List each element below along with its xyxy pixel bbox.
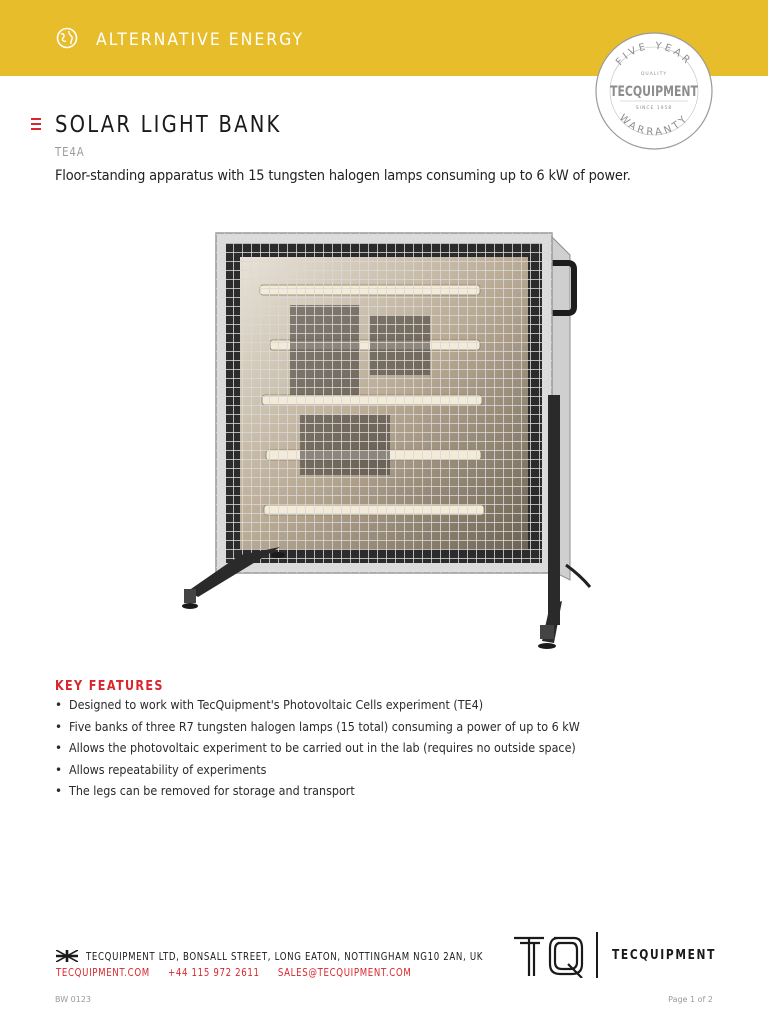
phone-link[interactable]: +44 115 972 2611: [168, 967, 260, 979]
page-number: Page 1 of 2: [668, 995, 713, 1004]
website-link[interactable]: TECQUIPMENT.COM: [56, 967, 150, 979]
list-item: • Designed to work with TecQuipment's Photovoltaic Cells experiment (TE4): [55, 698, 484, 712]
list-item: • Allows the photovoltaic experiment to be carried out in the lab (requires no outside space): [55, 741, 576, 755]
document-code: BW 0123: [55, 995, 92, 1004]
warranty-top-text: FIVE YEAR: [614, 40, 694, 68]
email-link[interactable]: SALES@TECQUIPMENT.COM: [277, 967, 412, 979]
brand-divider: [596, 932, 598, 978]
globe-icon: [56, 27, 78, 49]
page-title: SOLAR LIGHT BANK: [55, 112, 282, 138]
brand-name: TECQUIPMENT: [612, 948, 716, 963]
tq-logo-icon: [514, 934, 584, 978]
contact-links: [56, 967, 426, 979]
warranty-badge: [594, 31, 714, 151]
product-description: Floor-standing apparatus with 15 tungsten halogen lamps consuming up to 6 kW of power.: [55, 168, 631, 184]
warranty-bottom-text: WARRANTY: [616, 112, 692, 139]
section-title: ALTERNATIVE ENERGY: [96, 30, 305, 50]
warranty-brand: TECQUIPMENT: [610, 82, 698, 100]
key-features-list: [55, 698, 618, 806]
list-item: • Allows repeatability of experiments: [55, 762, 267, 777]
title-marker-icon: [31, 118, 41, 132]
address-text: TECQUIPMENT LTD, BONSALL STREET, LONG EATON, NOTTINGHAM NG10 2AN, UK: [86, 951, 484, 963]
company-address: [56, 950, 570, 963]
product-code: TE4A: [55, 145, 85, 159]
list-item: • The legs can be removed for storage and transport: [55, 784, 355, 798]
list-item: • Five banks of three R7 tungsten halogen lamps (15 total) consuming a power of up to 6 kW: [55, 719, 580, 734]
warranty-since: SINCE 1958: [635, 106, 673, 111]
key-features-heading: KEY FEATURES: [55, 679, 164, 694]
warranty-quality: QUALITY: [640, 72, 668, 77]
uk-flag-icon: [56, 950, 78, 962]
solar-light-bank-photo: [170, 225, 610, 665]
